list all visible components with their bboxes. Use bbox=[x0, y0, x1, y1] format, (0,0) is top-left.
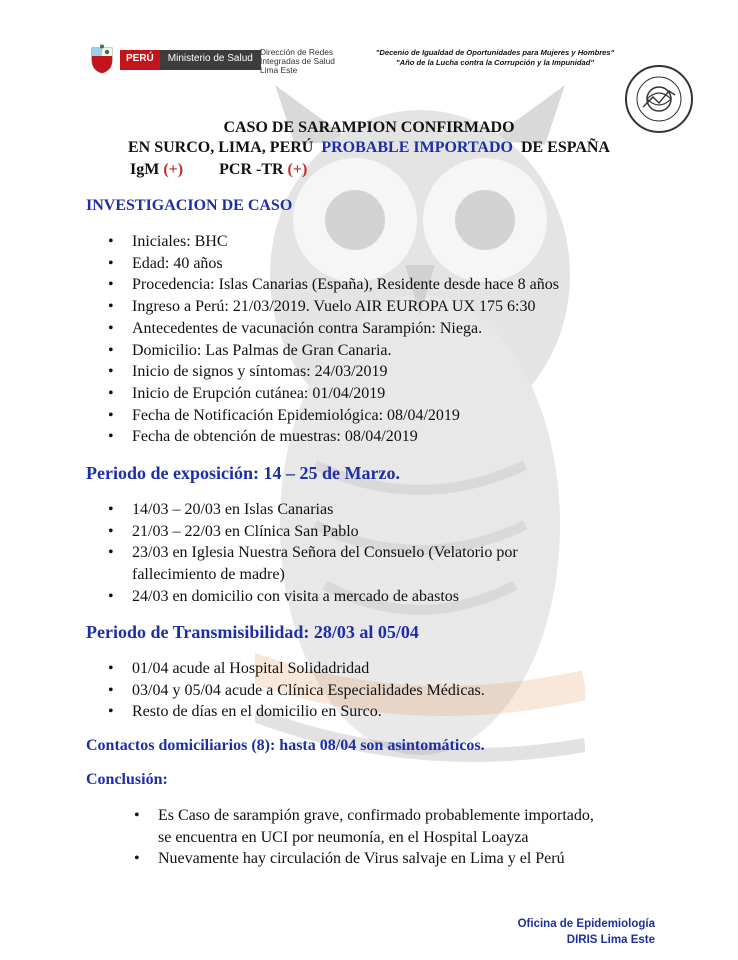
footer-diris: DIRIS Lima Este bbox=[566, 934, 655, 946]
list-item: • 14/03 – 20/03 en Islas Canarias bbox=[108, 499, 518, 521]
document-title-line-1: CASO DE SARAMPION CONFIRMADO bbox=[223, 119, 515, 136]
contacts-heading: Contactos domiciliarios (8): hasta 08/04 son asintomáticos. bbox=[86, 737, 485, 754]
list-item: • Antecedentes de vacunación contra Sarampión: Niega. bbox=[108, 318, 559, 340]
list-item: • Domicilio: Las Palmas de Gran Canaria. bbox=[108, 340, 559, 362]
footer-signature bbox=[518, 916, 655, 948]
list-item: • 23/03 en Iglesia Nuestra Señora del Consuelo (Velatorio por bbox=[108, 542, 518, 564]
list-item: • Inicio de signos y síntomas: 24/03/2019 bbox=[108, 361, 559, 383]
ministry-banner bbox=[120, 50, 261, 70]
list-item: • Resto de días en el domicilio en Surco. bbox=[108, 701, 485, 723]
list-item: • Ingreso a Perú: 21/03/2019. Vuelo AIR EUROPA UX 175 6:30 bbox=[108, 296, 559, 318]
lab-results: IgM (+) PCR -TR (+) bbox=[130, 161, 308, 178]
list-item-continuation: se encuentra en UCI por neumonía, en el Hospital Loayza bbox=[158, 828, 529, 846]
exposure-heading: Periodo de exposición: 14 – 25 de Marzo. bbox=[86, 463, 400, 483]
footer-office: Oficina de Epidemiología bbox=[517, 918, 655, 930]
list-item: • Nuevamente hay circulación de Virus salvaje en Lima y el Perú bbox=[134, 848, 594, 870]
investigation-list bbox=[108, 231, 559, 448]
investigation-heading: INVESTIGACION DE CASO bbox=[86, 197, 293, 214]
list-item: • 21/03 – 22/03 en Clínica San Pablo bbox=[108, 521, 518, 543]
igm-result: (+) bbox=[163, 161, 184, 178]
letterhead bbox=[80, 38, 720, 98]
transmissibility-heading: Periodo de Transmisibilidad: 28/03 al 05/04 bbox=[86, 622, 419, 642]
list-item: • Edad: 40 años bbox=[108, 253, 559, 275]
exposure-list bbox=[108, 499, 518, 608]
pcr-result: (+) bbox=[287, 161, 308, 178]
conclusion-heading: Conclusión: bbox=[86, 771, 168, 788]
ministry-label: Ministerio de Salud bbox=[160, 50, 261, 70]
transmissibility-list bbox=[108, 658, 485, 723]
list-item: • Es Caso de sarampión grave, confirmado probablemente importado, bbox=[134, 805, 594, 827]
list-item: • Fecha de obtención de muestras: 08/04/2019 bbox=[108, 426, 559, 448]
list-item: • 03/04 y 05/04 acude a Clínica Especialidades Médicas. bbox=[108, 680, 485, 702]
conclusion-list bbox=[134, 805, 594, 870]
country-label: PERÚ bbox=[120, 50, 160, 70]
list-item: • Procedencia: Islas Canarias (España), Residente desde hace 8 años bbox=[108, 274, 559, 296]
probable-imported-label: PROBABLE IMPORTADO bbox=[321, 139, 513, 156]
list-item: • Inicio de Erupción cutánea: 01/04/2019 bbox=[108, 383, 559, 405]
list-item: • Fecha de Notificación Epidemiológica: 08/04/2019 bbox=[108, 405, 559, 427]
list-item: • 24/03 en domicilio con visita a mercado de abastos bbox=[108, 586, 518, 608]
decree-text: "Decenio de Igualdad de Oportunidades para Mujeres y Hombres" "Año de la Lucha contra la Corrupción y la Impunidad" bbox=[375, 48, 615, 67]
list-item: • 01/04 acude al Hospital Solidadridad bbox=[108, 658, 485, 680]
peru-coat-of-arms-icon bbox=[90, 44, 114, 74]
list-item-continuation: fallecimiento de madre) bbox=[132, 566, 285, 584]
list-item: • Iniciales: BHC bbox=[108, 231, 559, 253]
document-title-line-2: EN SURCO, LIMA, PERÚ PROBABLE IMPORTADO DE ESPAÑA bbox=[128, 139, 610, 156]
directorate-label: Dirección de Redes Integradas de Salud Lima Este bbox=[260, 47, 335, 75]
